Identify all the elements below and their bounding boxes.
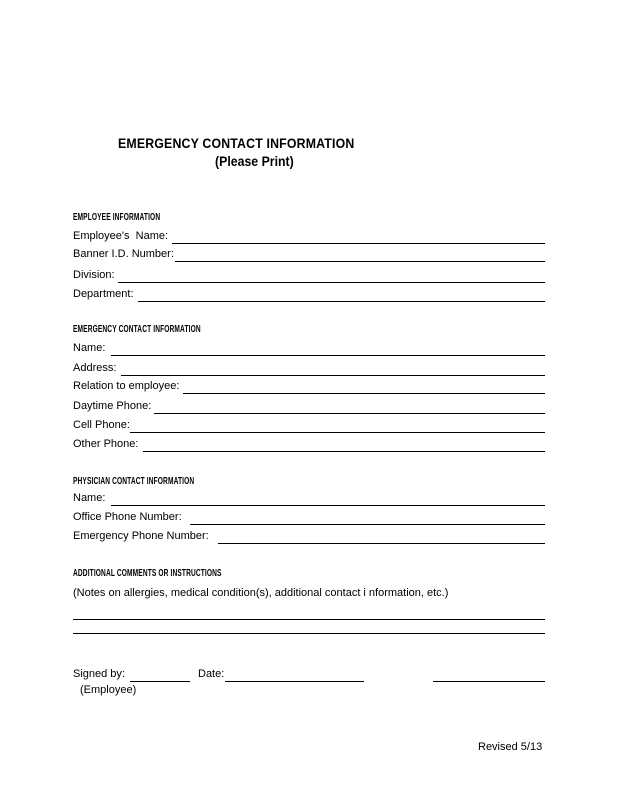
field-row-other-phone (73, 437, 545, 452)
cell-phone-input-line[interactable] (130, 432, 545, 433)
extra-signature-line[interactable] (433, 681, 545, 682)
field-row-contact-name (73, 341, 545, 356)
date-label: Date: (198, 668, 225, 680)
contact-address-label: Address: (73, 362, 117, 374)
form-subtitle: (Please Print) (215, 153, 294, 169)
division-input-line[interactable] (118, 282, 545, 283)
physician-contact-heading: PHYSICIAN CONTACT INFORMATION (73, 476, 195, 487)
relation-input-line[interactable] (183, 393, 545, 394)
employee-caption: (Employee) (80, 684, 137, 696)
signed-by-input-line[interactable] (130, 681, 190, 682)
field-row-relation (73, 379, 545, 394)
physician-name-label: Name: (73, 492, 106, 504)
employee-name-label: Employee's Name: (73, 230, 169, 242)
additional-comments-heading: ADDITIONAL COMMENTS OR INSTRUCTIONS (73, 568, 222, 579)
form-title: EMERGENCY CONTACT INFORMATION (118, 135, 355, 151)
emergency-phone-input-line[interactable] (218, 543, 545, 544)
comments-note: (Notes on allergies, medical condition(s), additional contact i nformation, etc.) (73, 587, 449, 599)
field-row-emergency-phone (73, 529, 545, 544)
contact-address-input-line[interactable] (121, 375, 545, 376)
field-row-contact-address (73, 361, 545, 376)
emergency-phone-label: Emergency Phone Number: (73, 530, 209, 542)
other-phone-label: Other Phone: (73, 438, 139, 450)
employee-name-input-line[interactable] (172, 243, 545, 244)
field-row-physician-name (73, 491, 545, 506)
banner-id-label: Banner I.D. Number: (73, 248, 174, 260)
department-label: Department: (73, 288, 134, 300)
office-phone-input-line[interactable] (190, 524, 545, 525)
field-row-department (73, 287, 545, 302)
department-input-line[interactable] (138, 301, 545, 302)
emergency-contact-heading: EMERGENCY CONTACT INFORMATION (73, 324, 201, 335)
revision-note: Revised 5/13 (478, 741, 543, 753)
division-label: Division: (73, 269, 115, 281)
office-phone-label: Office Phone Number: (73, 511, 182, 523)
other-phone-input-line[interactable] (143, 451, 545, 452)
field-row-employee-name (73, 229, 545, 244)
banner-id-input-line[interactable] (175, 261, 545, 262)
physician-name-input-line[interactable] (111, 505, 545, 506)
signature-row (73, 667, 545, 682)
relation-label: Relation to employee: (73, 380, 180, 392)
daytime-phone-input-line[interactable] (154, 413, 545, 414)
cell-phone-label: Cell Phone: (73, 419, 130, 431)
field-row-cell-phone (73, 418, 545, 433)
comments-line-1[interactable] (73, 619, 545, 620)
field-row-office-phone (73, 510, 545, 525)
signed-by-label: Signed by: (73, 668, 125, 680)
field-row-banner-id (73, 247, 545, 262)
contact-name-input-line[interactable] (111, 355, 545, 356)
employee-info-heading: EMPLOYEE INFORMATION (73, 212, 161, 223)
daytime-phone-label: Daytime Phone: (73, 400, 152, 412)
field-row-daytime-phone (73, 399, 545, 414)
field-row-division (73, 268, 545, 283)
comments-line-2[interactable] (73, 633, 545, 634)
contact-name-label: Name: (73, 342, 106, 354)
date-input-line[interactable] (225, 681, 364, 682)
